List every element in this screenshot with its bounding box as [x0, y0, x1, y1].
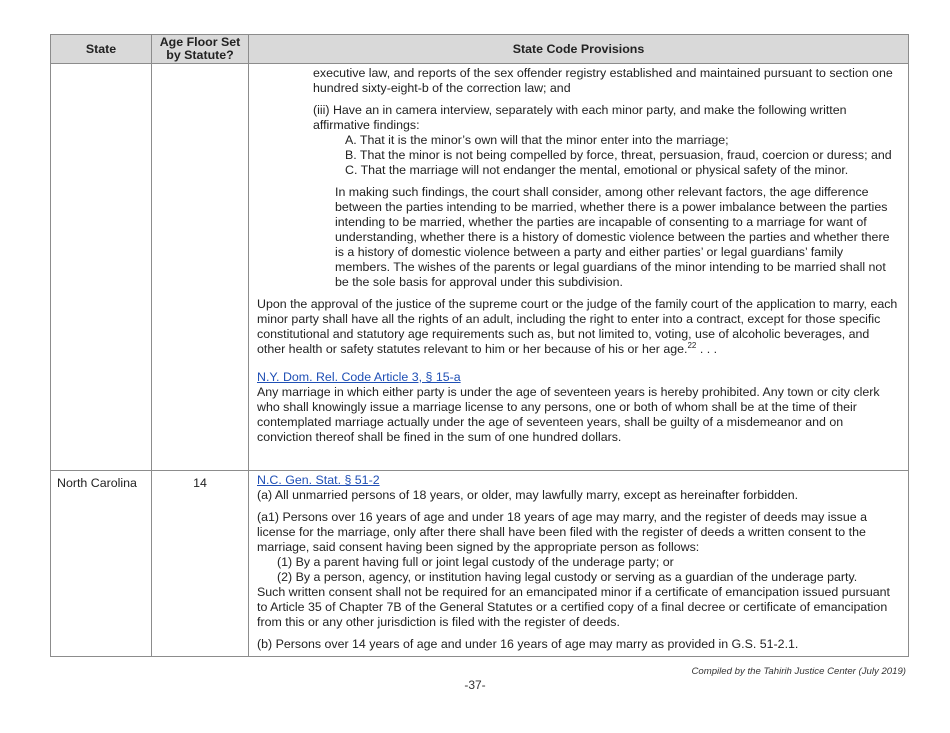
provision-text: (iii) Have an in camera interview, separately with each minor party, and make the following written affirmative findings: — [313, 103, 847, 132]
citation — [257, 370, 900, 385]
footer-credit: Compiled by the Tahirih Justice Center (July 2019) — [691, 666, 906, 677]
citation-link-ny-dom-rel[interactable]: N.Y. Dom. Rel. Code Article 3, § 15-a — [257, 370, 461, 384]
header-state: State — [51, 35, 152, 64]
provision-subitem: (1) By a parent having full or joint legal custody of the underage party; or — [277, 555, 674, 569]
statute-table — [50, 34, 909, 657]
provision-subitem: A. That it is the minor’s own will that the minor enter into the marriage; — [345, 133, 729, 147]
provision-text: (a) All unmarried persons of 18 years, or older, may lawfully marry, except as hereinafter forbidden. — [257, 488, 799, 502]
table-row-new-york-continued — [51, 64, 909, 471]
header-provisions: State Code Provisions — [249, 35, 909, 64]
provision-text-body: Upon the approval of the justice of the supreme court or the judge of the family court of the application to marry, each minor party shall have all the rights of an adult, including the right to enter into a contract, except for those specific constitutional and statutory age requirements such as, but not limited to, voting, use of alcoholic beverages, and other health or safety statutes relevant to him or her because of his or her age. — [257, 297, 898, 356]
table-row-north-carolina — [51, 471, 909, 657]
provision-subitem: (2) By a person, agency, or institution having legal custody or serving as a guardian of the underage party. — [277, 570, 858, 584]
age-floor-cell: 14 — [152, 471, 249, 657]
header-age-floor: Age Floor Set by Statute? — [152, 35, 249, 64]
age-floor-cell — [152, 64, 249, 471]
page-number: -37- — [464, 678, 486, 692]
provision-text — [257, 297, 900, 357]
ellipsis: . . . — [696, 342, 718, 356]
provision-subitem: C. That the marriage will not endanger the mental, emotional or physical safety of the minor. — [345, 163, 849, 177]
provision-subitem: B. That the minor is not being compelled by force, threat, persuasion, fraud, coercion or duress; and — [345, 148, 892, 162]
provisions-cell — [249, 64, 909, 471]
provision-text: (b) Persons over 14 years of age and under 16 years of age may marry as provided in G.S. 51-2.1. — [257, 637, 799, 651]
provision-text: In making such findings, the court shall consider, among other relevant factors, the age difference between the parties intending to be married, whether there is a power imbalance between the parties intending to be married, whether the parties are incapable of consenting to a marriage for want of understanding, whether there is a history of domestic violence between the parties and whether there is a history of domestic violence between a party and either parties’ or legal guardians’ family members. The wishes of the parents or legal guardians of the minor intending to be married shall not be the sole basis for approval under this subdivision. — [335, 185, 890, 289]
provision-text: Any marriage in which either party is under the age of seventeen years is hereby prohibited. Any town or city clerk who shall knowingly issue a marriage license to any persons, one or both of whom shall be at the time of their contemplated marriage actually under the age of seventeen years, shall be guilty of a misdemeanor and on conviction thereof shall be fined in the sum of one hundred dollars. — [257, 385, 880, 444]
provisions-cell — [249, 471, 909, 657]
provision-text: executive law, and reports of the sex offender registry established and maintained pursuant to section one hundred sixty-eight-b of the correction law; and — [313, 66, 893, 95]
citation — [257, 473, 900, 488]
table-header-row — [51, 35, 909, 64]
citation-link-nc-gen-stat[interactable]: N.C. Gen. Stat. § 51-2 — [257, 473, 380, 487]
provision-text: (a1) Persons over 16 years of age and under 18 years of age may marry, and the register of deeds may issue a license for the marriage, only after there shall have been filed with the register of deeds a written consent to the marriage, said consent having been signed by the appropriate person as follows: — [257, 510, 867, 554]
footnote-ref: 22 — [687, 340, 697, 350]
state-cell — [51, 64, 152, 471]
provision-text: Such written consent shall not be required for an emancipated minor if a certificate of emancipation issued pursuant to Article 35 of Chapter 7B of the General Statutes or a certified copy of a final decree or certificate of emancipation from this or any other jurisdiction is filed with the register of deeds. — [257, 585, 890, 629]
state-cell: North Carolina — [51, 471, 152, 657]
